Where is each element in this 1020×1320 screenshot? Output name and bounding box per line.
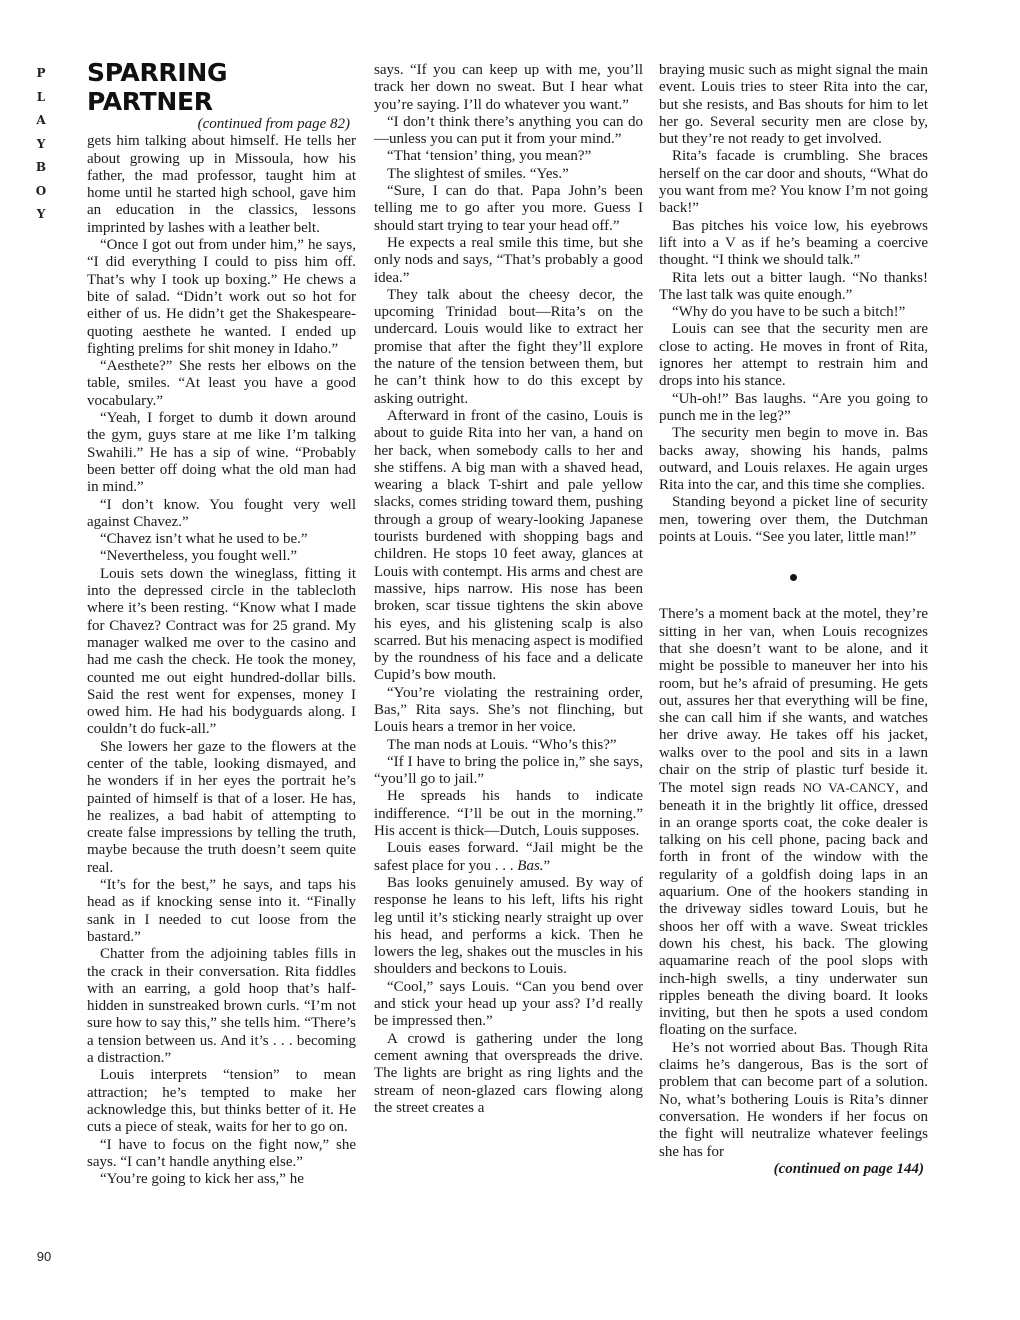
article-paragraph-text: There’s a moment back at the motel, they’re sitting in her van, when Louis recognizes that she doesn’t want to be alone, and it might be possible to maneuver her into his room, but he’s afraid of presuming. He gets out, assures her that everything will be fine, she can call him if she wants, and watches her drive away. He takes off his jacket, walks over to the pool and sits in a lawn chair on the strip of plastic turf beside it. The motel sign reads	[659, 606, 928, 797]
article-paragraph: “You’re going to kick her ass,” he	[100, 1171, 304, 1188]
motel-sign-text: NO VA-CANCY	[802, 780, 896, 796]
article-paragraph: Bas looks genuinely amused. By way of response he leans to his left, lifts his right leg until it’s sticking nearly straight up over his head, and performs a kick. Then he lowers the leg, shakes out the muscles in his shoulders and beckons to Louis.	[374, 874, 643, 978]
article-paragraph: The security men begin to move in. Bas backs away, showing his hands, palms outward, and Louis relaxes. He again urges Rita into the car, and this time she complies.	[659, 425, 928, 494]
side-brand-letter: L	[36, 89, 46, 104]
column-3-upper-body	[659, 62, 928, 546]
article-paragraph: “You’re violating the restraining order, Bas,” Rita says. She’s not flinching, but Louis hears a tremor in her voice.	[374, 684, 643, 736]
article-paragraph: “Yeah, I forget to dumb it down around the gym, guys stare at me like I’m talking Swahili.” He has a sip of wine. “Probably been better off doing what the old man had in mind.”	[87, 410, 356, 496]
article-paragraph: A crowd is gathering under the long cement awning that overspreads the drive. The lights are bright as ring lights and the stream of neon-glazed cars flowing along the street creates a	[374, 1030, 643, 1116]
article-paragraph: Standing beyond a picket line of security men, towering over them, the Dutchman points at Louis. “See you later, little man!”	[659, 494, 928, 546]
article-paragraph: Rita lets out a bitter laugh. “No thanks! The last talk was quite enough.”	[659, 269, 928, 303]
column-1-body	[87, 133, 356, 1188]
article-paragraph: Afterward in front of the casino, Louis is about to guide Rita into her van, a hand on her back, when somebody calls to her and she stiffens. A big man with a shaved head, wearing a black T-shirt and pale yellow slacks, comes striding toward them, pushing through a group of weary-looking Japanese tourists burdened with shopping bags and children. He stops 10 feet away, glances at Louis with contempt. His arms and chest are massive, hips narrow. His nose has been broken, scar tissue tightens the skin above his eyes, and his glistening scalp is also scarred. But his menacing aspect is modified by the roundness of his face and a delicate Cupid’s bow mouth.	[374, 407, 643, 684]
column-2	[374, 62, 643, 1117]
article-paragraph: “If I have to bring the police in,” she says, “you’ll go to jail.”	[374, 753, 643, 788]
article-paragraph: She lowers her gaze to the flowers at the center of the table, looking dismayed, and he wonders if in her eyes the portrait he’s painted of himself is that of a loser. He has, he realizes, a bad habit of attempting to create false impressions by telling the truth, maybe because the truth doesn’t seem quite real.	[87, 738, 356, 876]
magazine-side-brand	[30, 62, 52, 227]
column-3	[659, 62, 928, 1178]
article-paragraph: “It’s for the best,” he says, and taps his head as if knocking sense into it. “Finally sank in I needed to cut loose from the bastard.”	[87, 877, 356, 945]
article-paragraph: “Sure, I can do that. Papa John’s been telling me to go after you more. Guess I should start trying to tear your head off.”	[374, 183, 643, 234]
article-paragraph: Rita’s facade is crumbling. She braces herself on the car door and shouts, “What do you want from me? You know I’m not going back!”	[659, 148, 928, 217]
article-paragraph: He’s not worried about Bas. Though Rita claims he’s dangerous, Bas is the sort of problem that can become part of a solution. No, what’s bothering Louis is Rita’s dinner conversation. He wonders if her focus on the fight will neutralize whatever feelings she has for	[659, 1039, 928, 1160]
article-paragraph: “Chavez isn’t what he used to be.”	[100, 531, 308, 548]
article-paragraph: braying music such as might signal the main event. Louis tries to steer Rita into the car, but she resists, and Bas shouts for him to let her go. Several security men are close by, but they’re not ready to get involved.	[659, 62, 928, 148]
side-brand-letter: P	[36, 66, 46, 80]
article-paragraph: “Why do you have to be such a bitch!”	[672, 304, 906, 321]
side-brand-letter: B	[35, 160, 47, 174]
article-paragraph-text: , and beneath it in the brightly lit office, dressed in an orange sports coat, the coke dealer is talking on his cell phone, pacing back and forth in front of the window with the regularity of a goldfish doing laps in an aquarium. One of the hookers standing in the driveway sidles toward Louis, but he shoos her off with a wave. Sweat trickles down his chest, his back. The glowing aquamarine reach of the pool slops with inch-high swells, a tiny underwater sun ripples beneath the diving board. It looks inviting, but then he spots a used condom floating on the surface.	[659, 780, 929, 1039]
article-paragraph: says. “If you can keep up with me, you’ll track her down no sweat. But I hear what you’re saying. I’ll do whatever you want.”	[374, 62, 643, 113]
article-paragraph: The man nods at Louis. “Who’s this?”	[387, 736, 617, 753]
article-paragraph	[659, 606, 928, 1039]
column-3-lower-body	[659, 606, 928, 1178]
article-paragraph: He expects a real smile this time, but she only nods and says, “That’s probably a good idea.”	[374, 234, 643, 286]
article-paragraph: The slightest of smiles. “Yes.”	[387, 165, 569, 182]
column-2-body	[374, 62, 643, 1117]
article-paragraph: Louis interprets “tension” to mean attraction; he’s tempted to make her acknowledge this, but thinks better of it. He cuts a piece of steak, waits for her to go on.	[87, 1067, 356, 1136]
article-paragraph: They talk about the cheesy decor, the upcoming Trinidad bout—Rita’s on the undercard. Louis would like to extract her promise that after the fight they’ll explore the nature of the tension between them, but he can’t think how to do this except by asking outright.	[374, 286, 643, 407]
article-paragraph: Bas pitches his voice low, his eyebrows lift into a V as if he’s beaming a coercive thought. “I think we should talk.”	[659, 217, 928, 269]
article-paragraph: “I don’t think there’s anything you can do—unless you can put it from your mind.”	[374, 113, 643, 148]
continued-from-note: (continued from page 82)	[197, 116, 350, 132]
article-paragraph: “Aesthete?” She rests her elbows on the table, smiles. “At least you have a good vocabulary.”	[87, 358, 356, 409]
article-paragraph: “Once I got out from under him,” he says, “I did everything I could to piss him off. That’s why I took up boxing.” He chews a bite of salad. “Didn’t work out so hot for either of us. He didn’t get the Shakespeare-quoting aesthete he wanted. I ended up fighting prelims for shit money in Idaho.”	[87, 237, 356, 357]
side-brand-letter: Y	[36, 136, 46, 151]
page-number: 90	[36, 1249, 52, 1264]
article-paragraph: Louis can see that the security men are close to acting. He moves in front of Rita, ignores her attempt to restrain him and drops into his stance.	[659, 321, 928, 390]
article-paragraph: “I don’t know. You fought very well against Chavez.”	[87, 496, 356, 530]
column-1	[87, 58, 356, 1188]
article-paragraph: “I have to focus on the fight now,” she says. “I can’t handle anything else.”	[87, 1136, 356, 1170]
article-paragraph: “Nevertheless, you fought well.”	[100, 548, 298, 565]
article-paragraph: “That ‘tension’ thing, you mean?”	[387, 148, 592, 165]
emphasized-name: Bas.	[517, 857, 544, 874]
side-brand-letter: Y	[36, 207, 46, 221]
continued-on-note: (continued on page 144)	[773, 1160, 924, 1177]
article-paragraph: Chatter from the adjoining tables fills in the crack in their conversation. Rita fiddles with an earring, a gold hoop that’s half-hidden in sunstreaked brown curls. “I’m not sure how to say this,” she tells him. “There’s a tension between us. And it’s . . . becoming a distraction.”	[87, 946, 356, 1067]
article-paragraph: He spreads his hands to indicate indifference. “I’ll be out in the morning.” His accent is thick—Dutch, Louis supposes.	[374, 788, 643, 840]
article-paragraph: Louis eases forward. “Jail might be the safest place for you . . . Bas.”	[374, 840, 643, 874]
section-break-bullet-icon	[659, 574, 928, 584]
article-paragraph: gets him talking about himself. He tells her about growing up in Missoula, how his father, the mad professor, taught him at home until he started high school, gave him an education in the classics, lessons imprinted by lashes with a leather belt.	[87, 133, 356, 236]
article-paragraph: “Cool,” says Louis. “Can you bend over and stick your head up your ass? I’d really be impressed then.”	[374, 978, 643, 1030]
article-paragraph: “Uh-oh!” Bas laughs. “Are you going to punch me in the leg?”	[659, 390, 928, 424]
side-brand-letter: A	[36, 113, 46, 127]
article-paragraph: Louis sets down the wineglass, fitting it into the depressed circle in the tablecloth where it’s been resting. “Know what I made for Chavez? Contract was for 25 grand. My manager walked me over to the casino and had me cash the check. He took the money, counted me out eight hundred-dollar bills. Said the rest went for expenses, money I owed him. He had his bodyguards along. I couldn’t do fuck-all.”	[87, 565, 356, 738]
side-brand-letter: O	[35, 183, 47, 198]
article-headline: SPARRING PARTNER	[87, 58, 228, 116]
